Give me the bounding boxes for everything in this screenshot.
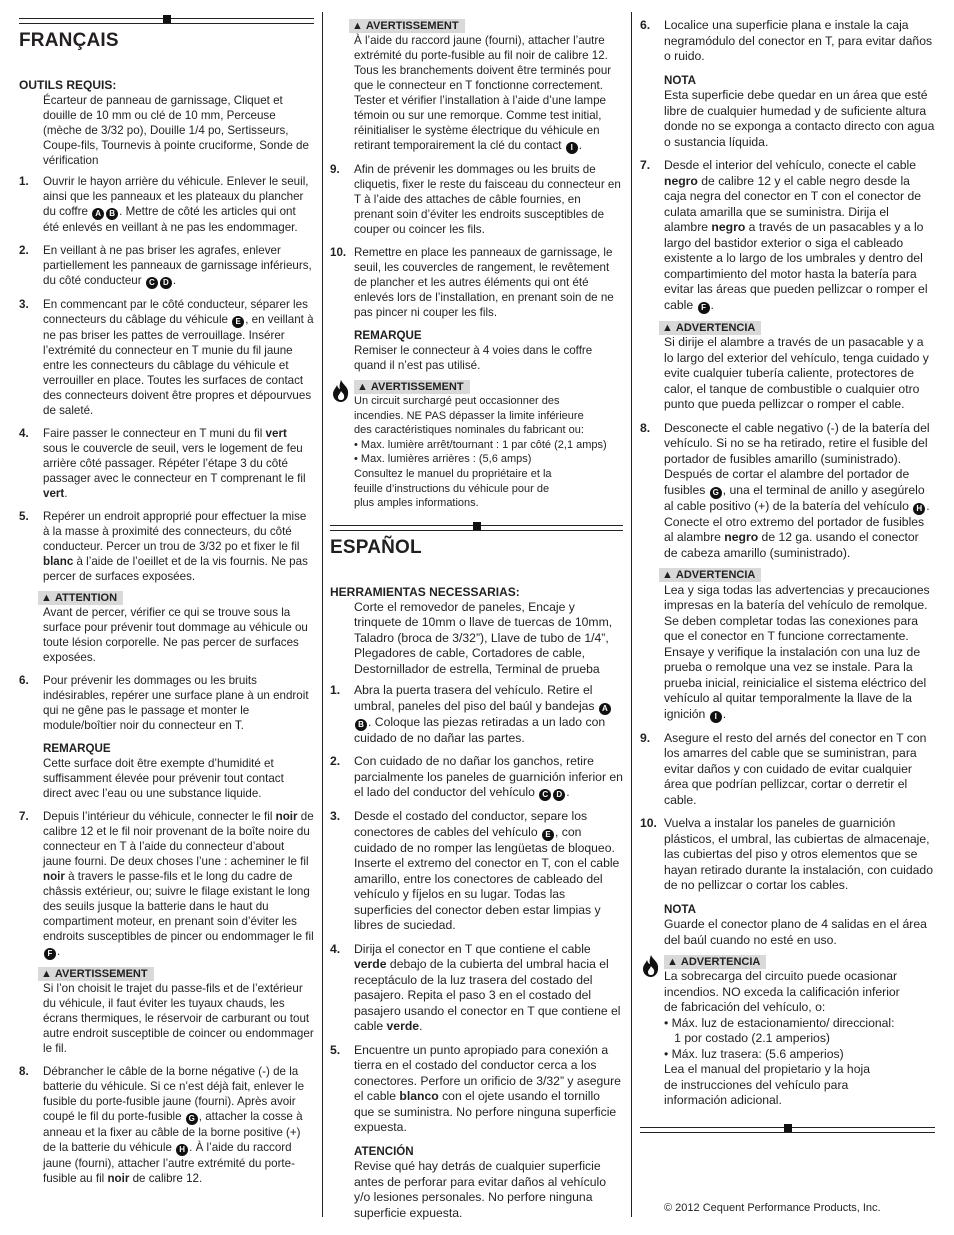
step-number: 7. bbox=[19, 810, 29, 823]
instruction-step bbox=[330, 942, 623, 1035]
text-line: incendies. NE PAS dépasser la limite inférieure bbox=[354, 409, 584, 422]
text-line: información adicional. bbox=[664, 1093, 782, 1107]
instruction-step bbox=[640, 731, 935, 809]
text-line: Un circuit surchargé peut occasionner des bbox=[354, 395, 560, 407]
step-number: 9. bbox=[640, 730, 651, 745]
step-number: 3. bbox=[19, 298, 29, 311]
step-number: 7. bbox=[640, 158, 651, 172]
steps-list bbox=[330, 162, 623, 320]
instruction-step bbox=[640, 816, 935, 894]
avertissement-block bbox=[330, 18, 623, 154]
step-text: Abra la puerta trasera del vehículo. Retire el umbral, paneles del piso del baúl y bandejas AB . Coloque las piezas retiradas a un lado con cuidado de no dañar las partes. bbox=[354, 683, 612, 745]
steps-list bbox=[640, 18, 935, 65]
instruction-step bbox=[330, 245, 623, 320]
avertissement-block bbox=[19, 966, 314, 1056]
step-text: Ouvrir le hayon arrière du véhicule. Enlever le seuil, ainsi que les panneaux et les plateaux du plancher du coffre A B . Mettre de côté les articles qui ont été enlevés en veillant à ne pas les endommager. bbox=[43, 175, 309, 234]
step-number: 1. bbox=[330, 683, 341, 698]
step-text: Vuelva a instalar los paneles de guarnición plásticos, el umbral, las cubiertas de almacenaje, las cubiertas del piso y otros elementos que se hayan retirado durante la instalación, con cuidado de no pellizcar o cortar los cables. bbox=[664, 816, 933, 892]
advertencia-tag bbox=[659, 568, 761, 582]
tools-list: Écarteur de panneau de garnissage, Cliquet et douille de 10 mm ou clé de 10 mm, Perceuse (mèche de 3/32 po), Douille 1/4 po, Sertisseurs, Coupe-fils, Tournevis à pointe cruciforme, Sonde de vérification bbox=[43, 94, 309, 167]
avertissement-label: AVERTISSEMENT bbox=[54, 968, 148, 980]
text-line: incendios. NO exceda la calificación inferior bbox=[664, 984, 900, 999]
avertissement-text: Si l’on choisit le trajet du passe-fils et de l’extérieur du véhicule, il faut éviter les tuyaux chauds, les écrans thermiques, le réservoir de carburant ou tout autre endroit susceptible de coincer ou endommager le fil. bbox=[43, 982, 314, 1055]
text-line: La sobrecarga del circuito puede ocasionar bbox=[664, 969, 898, 983]
step-text: Encuentre un punto apropiado para conexión a tierra en el costado del conductor cerca a los conectores. Perfore un orificio de 3/32” y asegure el cable blanco con el ojete usando el tornillo que se suministra. No perfore ninguna superficie expuesta. bbox=[354, 1042, 621, 1135]
nota-block bbox=[640, 73, 935, 151]
remarque-title: REMARQUE bbox=[354, 329, 422, 342]
step-text: En veillant à ne pas briser les agrafes, enlever partiellement les panneaux de garnissage inférieurs, du côté conducteur C D . bbox=[43, 244, 312, 287]
avertissement-label: AVERTISSEMENT bbox=[365, 20, 459, 32]
text-line: • Máx. luz trasera: (5.6 amperios) bbox=[664, 1046, 844, 1061]
step-text: Faire passer le connecteur en T muni du fil vert sous le couvercle de seuil, vers le logement de feu arrière côté passager. Répéter l’étape 3 du côté passager avec le connecteur en T comprenant le fil vert. bbox=[43, 427, 306, 500]
avertissement-tag bbox=[38, 967, 154, 981]
warning-triangle-icon: ▲ bbox=[357, 381, 368, 393]
copyright: © 2012 Cequent Performance Products, Inc. bbox=[664, 1202, 881, 1214]
attention-block bbox=[19, 590, 314, 665]
text-line: de fabricación del vehículo, o: bbox=[664, 1000, 826, 1014]
nota-title: NOTA bbox=[664, 902, 696, 916]
warning-triangle-icon: ▲ bbox=[662, 321, 673, 334]
step-text: Localice una superficie plana e instale la caja negramódulo del conector en T, para evitar daños o ruido. bbox=[664, 18, 933, 63]
steps-list bbox=[19, 174, 314, 584]
atencion-block bbox=[330, 1144, 623, 1222]
french-spanish-column bbox=[330, 18, 623, 1229]
attention-tag bbox=[38, 591, 123, 605]
step-text: Desde el interior del vehículo, conecte el cable negro de calibre 12 y el cable negro desde la caja negra del conector en T con el conector de culata amarilla que se suministra. Dirija el alambre negro a través de un pasacables y a lo largo del bastidor exterior o siga el cableado existente a lo largo de los umbrales y dentro del compartimiento del motor hasta la batería para evitar las áreas que pueden pellizcar o romper el cable F . bbox=[664, 158, 928, 312]
column-divider bbox=[322, 12, 323, 1217]
instruction-step bbox=[640, 158, 935, 314]
step-number: 8. bbox=[19, 1065, 29, 1078]
steps-list bbox=[19, 673, 314, 733]
remarque-title: REMARQUE bbox=[43, 742, 111, 755]
section-rule bbox=[640, 1123, 935, 1139]
instruction-step bbox=[640, 18, 935, 65]
step-text: Con cuidado de no dañar los ganchos, retire parcialmente los paneles de guarnición inferior en el lado del conductor del vehículo C D . bbox=[354, 754, 623, 800]
step-number: 5. bbox=[330, 1042, 341, 1057]
avertissement-tag bbox=[354, 380, 470, 394]
text-line: feuille d’instructions du véhicule pour de bbox=[354, 482, 550, 495]
atencion-text: Revise qué hay detrás de cualquier superficie antes de perforar para evitar daños al vehículo y/o lesiones personales. No perfore ninguna superficie expuesta. bbox=[354, 1159, 607, 1220]
step-number: 9. bbox=[330, 163, 340, 176]
step-text: Remettre en place les panneaux de garnissage, le seuil, les couvercles de rangement, le revêtement de plancher et les autres éléments qui ont été enlevés lors de l’installation, en prenant soin de ne pas pincer ni couper les fils. bbox=[354, 246, 614, 319]
instruction-step bbox=[19, 243, 314, 289]
warning-triangle-icon: ▲ bbox=[41, 968, 52, 980]
instruction-step bbox=[19, 297, 314, 418]
instruction-step bbox=[19, 174, 314, 235]
advertencia-block bbox=[640, 567, 935, 723]
avertissement-text: À l’aide du raccord jaune (fourni), attacher l’autre extrémité du porte-fusible au fil noir de calibre 12. Tous les branchements doivent être terminés pour que le connecteur en T fonctionne correctement. Tester et vérifier l’installation à l’aide d’une lampe témoin ou sur une remorque. Comme test initial, réinitialiser le système électrique du véhicule en retirant temporairement la clé du contact I . bbox=[354, 34, 612, 152]
step-number: 10. bbox=[640, 816, 657, 830]
step-text: Asegure el resto del arnés del conector en T con los amarres del cable que se suministran, para evitar daños y con cuidado de evitar cualquier área que podrían pellizcar, cortar o derretir el cable. bbox=[664, 730, 927, 807]
step-text: Débrancher le câble de la borne négative (-) de la batterie du véhicule. Si ce n’est déjà fait, enlever le fusible du porte-fusible jaune (fourni). Après avoir coupé le fil du porte-fusible G , attacher la cosse à anneau et la fixer au câble de la borne positive (+) de la batterie du véhicule H . À l’aide du raccord jaune (fourni), attacher l’autre extrémité du porte-fusible au fil noir de calibre 12. bbox=[43, 1065, 305, 1185]
step-number: 8. bbox=[640, 420, 651, 435]
section-rule bbox=[19, 18, 314, 24]
instruction-step bbox=[19, 673, 314, 733]
advertencia-label: ADVERTENCIA bbox=[675, 569, 756, 581]
step-number: 6. bbox=[640, 18, 651, 32]
steps-list bbox=[640, 158, 935, 314]
step-text: Depuis l’intérieur du véhicule, connecter le fil noir de calibre 12 et le fil noir provenant de la boîte noire du connecteur en T à l’aide du connecteur d’about jaune fourni. De deux choses l’une : acheminer le fil noir à travers le passe-fils et le long du cadre de châssis extérieur, ou; suivre le filage existant le long des seuils jusque la batterie dans le haut du compartiment moteur, en prenant soin d’éviter les endroits susceptibles de pincer ou endommager le fil F . bbox=[43, 810, 314, 958]
section-title-spanish: ESPAÑOL bbox=[330, 536, 422, 558]
atencion-title: ATENCIÓN bbox=[354, 1144, 414, 1158]
instruction-step bbox=[330, 162, 623, 237]
instruction-step bbox=[330, 683, 623, 746]
remarque-block bbox=[330, 328, 623, 373]
warning-triangle-icon: ▲ bbox=[667, 956, 678, 968]
remarque-text: Cette surface doit être exempte d’humidité et suffisamment élevée pour prévenir tout contact direct avec l’eau ou une substance liquide. bbox=[43, 757, 284, 800]
spanish-column bbox=[640, 18, 935, 1117]
warning-triangle-icon: ▲ bbox=[352, 20, 363, 32]
nota-text: Guarde el conector plano de 4 salidas en el área del baúl cuando no esté en uso. bbox=[664, 917, 927, 947]
advertencia-block bbox=[640, 320, 935, 413]
instruction-step bbox=[330, 1043, 623, 1136]
text-line: • Máx. luz de estacionamiento/ direccional: bbox=[664, 1015, 895, 1030]
step-text: Desconecte el cable negativo (-) de la batería del vehículo. Si no se ha retirado, retire el fusible del portador de fusibles amarillo (suministrado). Después de cortar el alambre del portador de fusibles G , una el terminal de anillo y asegúrelo al cable positivo (+) de la batería del vehículo H . Conecte el otro extremo del portador de fusibles al alambre negro de 12 ga. usando el conector de cabeza amarillo (suministrado). bbox=[664, 420, 930, 560]
advertencia-tag bbox=[664, 955, 766, 969]
text-line: • Max. lumière arrêt/tournant : 1 par côté (2,1 amps) bbox=[354, 438, 607, 451]
tools-title: HERRAMIENTAS NECESSARIAS: bbox=[330, 584, 520, 599]
fire-warning-block bbox=[640, 954, 935, 1109]
warning-triangle-icon: ▲ bbox=[662, 569, 673, 581]
step-number: 4. bbox=[19, 427, 29, 440]
text-line: Lea el manual del propietario y la hoja bbox=[664, 1062, 870, 1076]
section-rule bbox=[330, 525, 623, 531]
step-number: 2. bbox=[19, 244, 29, 257]
advertencia-text bbox=[664, 969, 935, 1109]
step-text: Dirija el conector en T que contiene el cable verde debajo de la cubierta del umbral hacia el receptáculo de la luz trasera del costado del pasajero. Repita el paso 3 en el costado del pasajero usando el conector en T que contiene el cable verde. bbox=[354, 941, 621, 1034]
step-text: Afin de prévenir les dommages ou les bruits de cliquetis, fixer le reste du faisceau du connecteur en T à l’aide des attaches de câble fournies, en prenant soin d’éviter les endroits susceptibles de couper ou coincer les fils. bbox=[354, 163, 621, 236]
warning-triangle-icon: ▲ bbox=[41, 592, 52, 604]
step-number: 10. bbox=[330, 246, 347, 259]
instruction-step bbox=[640, 421, 935, 562]
advertencia-label: ADVERTENCIA bbox=[680, 956, 761, 968]
step-number: 1. bbox=[19, 175, 29, 188]
text-line: Consultez le manuel du propriétaire et la bbox=[354, 467, 552, 480]
avertissement-text bbox=[354, 394, 623, 511]
remarque-block bbox=[19, 741, 314, 801]
steps-list bbox=[19, 1064, 314, 1186]
steps-list bbox=[640, 731, 935, 894]
nota-text: Esta superficie debe quedar en un área que esté libre de cualquier humedad y de suficiente altura donde no se exponga a contacto directo con agua o sustancia líquida. bbox=[664, 88, 935, 149]
instruction-step bbox=[19, 426, 314, 501]
nota-title: NOTA bbox=[664, 73, 696, 87]
advertencia-tag bbox=[659, 321, 761, 335]
step-number: 2. bbox=[330, 754, 341, 769]
avertissement-label: AVERTISSEMENT bbox=[370, 381, 464, 393]
step-text: Desde el costado del conductor, separe los conectores de cables del vehículo E , con cuidado de no romper las lengüetas de bloqueo. Inserte el extremo del conector en T, con el cable amarillo, entre los conectores de cableado del vehículo y fíjelos en su lugar. Todas las superficies del conector deben estar limpias y libres de suciedad. bbox=[354, 809, 620, 933]
tools-title: OUTILS REQUIS: bbox=[19, 78, 117, 92]
fire-warning-icon bbox=[330, 379, 352, 403]
instruction-step bbox=[19, 509, 314, 584]
step-number: 3. bbox=[330, 809, 341, 824]
attention-text: Avant de percer, vérifier ce qui se trouve sous la surface pour prévenir tout dommage au véhicule ou toute lésion corporelle. Ne pas percer de surfaces exposées. bbox=[43, 606, 308, 664]
french-column bbox=[19, 14, 314, 1194]
instruction-step bbox=[19, 809, 314, 960]
fire-warning-block bbox=[330, 379, 623, 511]
avertissement-tag bbox=[349, 19, 465, 33]
text-line: • Max. lumières arrières : (5,6 amps) bbox=[354, 453, 532, 466]
advertencia-text: Lea y siga todas las advertencias y precauciones impresas en la batería del vehículo de remolque. Se deben completar todas las conexiones para que el conector en T funcione correctamente. Ensaye y verifique la instalación con una luz de prueba o remolque una vez se instale. Para la prueba inicial, reinicialice el sistema eléctrico del vehículo al quitar temporalmente la llave de la ignición I . bbox=[664, 582, 930, 721]
step-number: 5. bbox=[19, 510, 29, 523]
text-line: 1 por costado (2.1 amperios) bbox=[664, 1031, 830, 1045]
text-line: des caractéristiques nominales du fabricant ou: bbox=[354, 424, 584, 437]
remarque-text: Remiser le connecteur à 4 voies dans le coffre quand il n’est pas utilisé. bbox=[354, 344, 593, 372]
instruction-step bbox=[330, 809, 623, 934]
advertencia-text: Si dirije el alambre a través de un pasacable y a lo largo del exterior del vehículo, tenga cuidado y evite cualquier tubería caliente, protectores de calor, el tanque de combustible o cualquier otro punto que pueda pellizcar o romper el cable. bbox=[664, 335, 929, 411]
section-title-french: FRANÇAIS bbox=[19, 30, 119, 51]
step-text: Repérer un endroit approprié pour effectuer la mise à la masse à proximité des connecteurs, du côté conducteur. Percer un trou de 3/32 po et fixer le fil blanc à l’aide de l’oeillet et de la vis fournis. Ne pas percer de surfaces exposées. bbox=[43, 510, 308, 583]
step-number: 4. bbox=[330, 941, 341, 956]
attention-label: ATTENTION bbox=[54, 592, 118, 604]
steps-list bbox=[19, 809, 314, 960]
text-line: plus amples informations. bbox=[354, 497, 479, 510]
instruction-step bbox=[330, 754, 623, 801]
nota-block bbox=[640, 902, 935, 949]
tools-list: Corte el removedor de paneles, Encaje y trinquete de 10mm o llave de tuercas de 10mm, Taladro (broca de 3/32”), Llave de tubo de 1/4”, Plegadores de cable, Cortadores de cable, Destornillador de estrella, Terminal de prueba bbox=[354, 599, 613, 676]
step-text: Pour prévenir les dommages ou les bruits indésirables, repérer une surface plane à un endroit qui ne gêne pas le passage et monter le module/boîtier noir du connecteur en T. bbox=[43, 674, 309, 732]
instruction-step bbox=[19, 1064, 314, 1186]
fire-warning-icon bbox=[640, 954, 662, 978]
column-divider bbox=[631, 12, 632, 1217]
advertencia-label: ADVERTENCIA bbox=[675, 321, 756, 334]
steps-list bbox=[640, 421, 935, 562]
steps-list bbox=[330, 683, 623, 1136]
step-text: En commencant par le côté conducteur, séparer les connecteurs du câblage du véhicule E , en veillant à ne pas briser les pattes de verrouillage. Insérer l’extrémité du connecteur en T munie du fil jaune entre les connecteurs du câblage du véhicule et verrouiller en place. Toutes les surfaces de contact des connecteurs doivent être propres et dépourvues de saleté. bbox=[43, 298, 314, 417]
step-number: 6. bbox=[19, 674, 29, 687]
text-line: de instrucciones del vehículo para bbox=[664, 1077, 849, 1092]
